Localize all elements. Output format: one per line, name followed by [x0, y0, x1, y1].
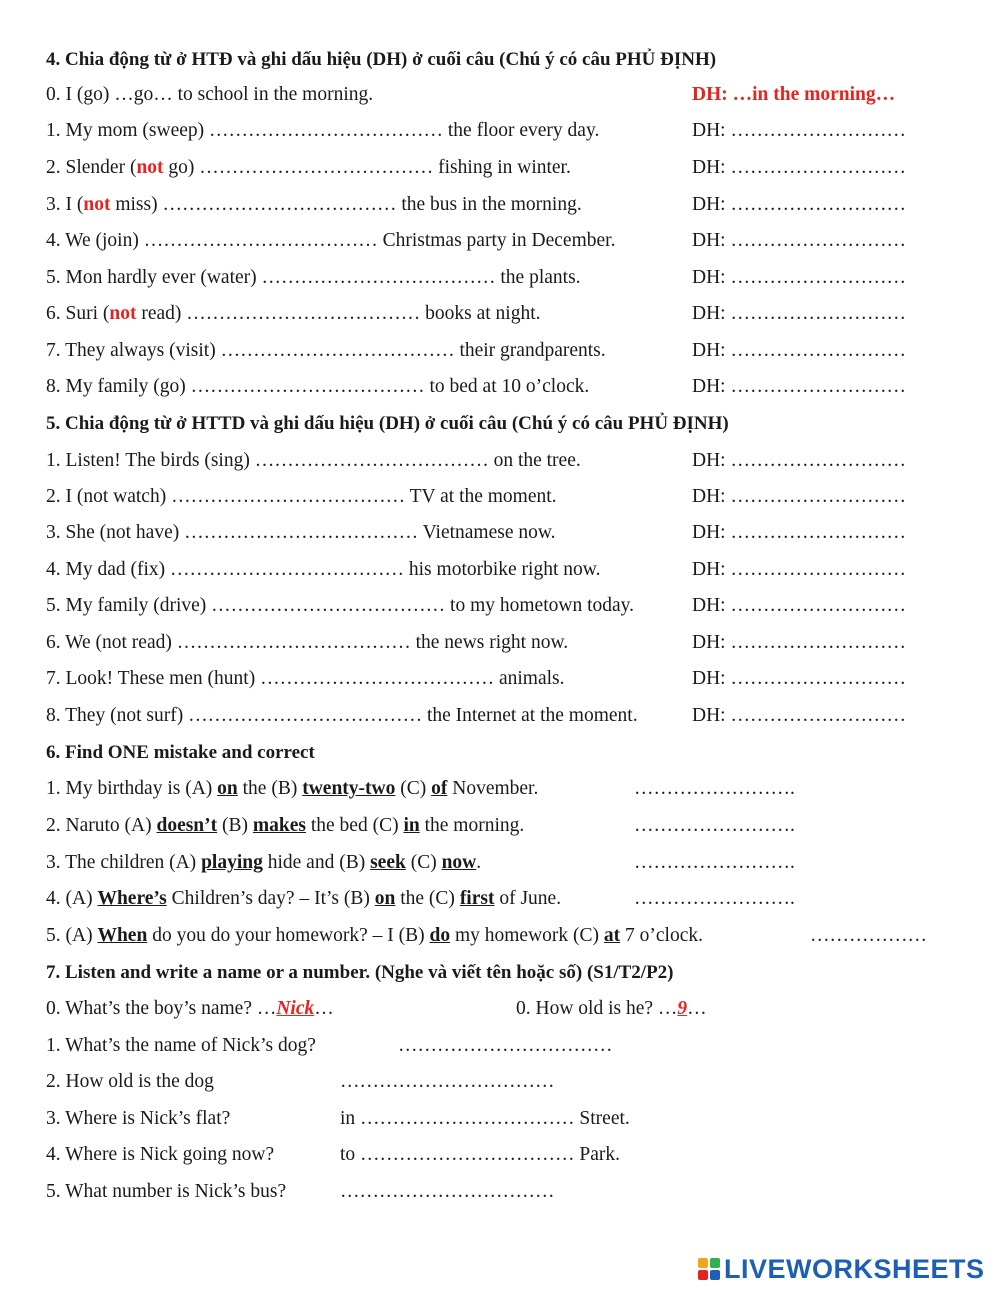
example-answer: 9	[677, 998, 688, 1019]
sec5-q7-dh[interactable]: DH: ………………………	[692, 668, 906, 689]
section-4-title: 4. Chia động từ ở HTĐ và ghi dấu hiệu (DH) ở cuối câu (Chú ý có câu PHỦ ĐỊNH)	[46, 49, 717, 70]
sec5-q8: 8. They (not surf) ……………………………… the Internet at the moment.	[46, 705, 638, 726]
sec4-q8-dh[interactable]: DH: ………………………	[692, 376, 906, 397]
example-answer: Nick	[276, 998, 315, 1019]
sec7-example-age: 0. How old is he? …9…	[516, 998, 707, 1019]
sec4-q3-dh[interactable]: DH: ………………………	[692, 194, 906, 215]
sec4-q2-dh[interactable]: DH: ………………………	[692, 157, 906, 178]
sec4-q8: 8. My family (go) ……………………………… to bed at 10 o’clock.	[46, 376, 590, 397]
sec4-example-dh: DH: …in the morning…	[692, 84, 896, 105]
logo-text: LIVEWORKSHEETS	[724, 1253, 985, 1284]
sec6-q5: 5. (A) When do you do your homework? – I (B) do my homework (C) at 7 o’clock.	[46, 925, 704, 946]
option-b: makes	[252, 815, 306, 836]
logo-icon	[698, 1258, 720, 1280]
sec4-q7: 7. They always (visit) ……………………………… their grandparents.	[46, 340, 606, 361]
option-b: twenty-two	[302, 778, 396, 799]
sec7-q2: 2. How old is the dog	[46, 1071, 214, 1092]
option-a: Where’s	[97, 888, 167, 909]
option-a: doesn’t	[156, 815, 218, 836]
sec7-q1-answer[interactable]: ……………………………	[398, 1035, 613, 1056]
sec6-q3-answer[interactable]: …………………….	[634, 852, 795, 873]
option-a: on	[217, 778, 238, 799]
section-5-title: 5. Chia động từ ở HTTD và ghi dấu hiệu (DH) ở cuối câu (Chú ý có câu PHỦ ĐỊNH)	[46, 413, 729, 434]
sec7-q1: 1. What’s the name of Nick’s dog?	[46, 1035, 316, 1056]
sec6-q4: 4. (A) Where’s Children’s day? – It’s (B) on the (C) first of June.	[46, 888, 562, 909]
negation-word: not	[136, 157, 164, 178]
sec6-q1-answer[interactable]: …………………….	[634, 778, 795, 799]
sec5-q3-dh[interactable]: DH: ………………………	[692, 522, 906, 543]
sec4-q5: 5. Mon hardly ever (water) ……………………………… the plants.	[46, 267, 581, 288]
sec6-q2: 2. Naruto (A) doesn’t (B) makes the bed (C) in the morning.	[46, 815, 525, 836]
option-c: at	[603, 925, 621, 946]
negation-word: not	[83, 194, 111, 215]
sec5-q5-dh[interactable]: DH: ………………………	[692, 595, 906, 616]
option-c: of	[431, 778, 448, 799]
sec4-q4-dh[interactable]: DH: ………………………	[692, 230, 906, 251]
option-c: now	[441, 852, 477, 873]
sec5-q4-dh[interactable]: DH: ………………………	[692, 559, 906, 580]
sec4-q4: 4. We (join) ……………………………… Christmas party in December.	[46, 230, 616, 251]
sec5-q5: 5. My family (drive) ……………………………… to my hometown today.	[46, 595, 635, 616]
sec6-q5-answer[interactable]: ………………	[810, 925, 927, 946]
sec5-q6: 6. We (not read) ……………………………… the news right now.	[46, 632, 569, 653]
sec4-q6: 6. Suri (not read) ……………………………… books at night.	[46, 303, 541, 324]
sec4-q3: 3. I (not miss) ……………………………… the bus in the morning.	[46, 194, 582, 215]
sec4-q7-dh[interactable]: DH: ………………………	[692, 340, 906, 361]
sec6-q4-answer[interactable]: …………………….	[634, 888, 795, 909]
section-7-title: 7. Listen and write a name or a number. (Nghe và viết tên hoặc số) (S1/T2/P2)	[46, 962, 674, 983]
option-b: do	[429, 925, 451, 946]
sec4-q2: 2. Slender (not go) ……………………………… fishing in winter.	[46, 157, 571, 178]
sec5-q4: 4. My dad (fix) ……………………………… his motorbike right now.	[46, 559, 601, 580]
sec4-q1-dh[interactable]: DH: ………………………	[692, 120, 906, 141]
sec5-q2-dh[interactable]: DH: ………………………	[692, 486, 906, 507]
sec5-q2: 2. I (not watch) ……………………………… TV at the moment.	[46, 486, 557, 507]
sec7-q4: 4. Where is Nick going now?	[46, 1144, 275, 1165]
section-6-title: 6. Find ONE mistake and correct	[46, 742, 315, 763]
negation-word: not	[109, 303, 137, 324]
sec7-q4-answer[interactable]: to …………………………… Park.	[340, 1144, 621, 1165]
sec4-q6-dh[interactable]: DH: ………………………	[692, 303, 906, 324]
option-c: in	[403, 815, 420, 836]
sec6-q3: 3. The children (A) playing hide and (B) seek (C) now.	[46, 852, 482, 873]
sec4-q5-dh[interactable]: DH: ………………………	[692, 267, 906, 288]
sec5-q3: 3. She (not have) ……………………………… Vietnamese now.	[46, 522, 556, 543]
option-b: seek	[370, 852, 406, 873]
sec5-q1-dh[interactable]: DH: ………………………	[692, 450, 906, 471]
sec7-q5: 5. What number is Nick’s bus?	[46, 1181, 287, 1202]
sec7-q2-answer[interactable]: ……………………………	[340, 1071, 555, 1092]
sec7-q3: 3. Where is Nick’s flat?	[46, 1108, 231, 1129]
option-a: playing	[201, 852, 263, 873]
sec6-q1: 1. My birthday is (A) on the (B) twenty-two (C) of November.	[46, 778, 539, 799]
option-c: first	[459, 888, 495, 909]
sec6-q2-answer[interactable]: …………………….	[634, 815, 795, 836]
sec5-q7: 7. Look! These men (hunt) ……………………………… animals.	[46, 668, 565, 689]
sec7-q5-answer[interactable]: ……………………………	[340, 1181, 555, 1202]
sec4-q1: 1. My mom (sweep) ……………………………… the floor every day.	[46, 120, 600, 141]
sec4-example: 0. I (go) …go… to school in the morning.	[46, 84, 374, 105]
sec5-q8-dh[interactable]: DH: ………………………	[692, 705, 906, 726]
option-b: on	[374, 888, 396, 909]
sec7-q3-answer[interactable]: in …………………………… Street.	[340, 1108, 630, 1129]
sec5-q1: 1. Listen! The birds (sing) ……………………………… on the tree.	[46, 450, 581, 471]
liveworksheets-logo[interactable]	[698, 1254, 985, 1284]
sec5-q6-dh[interactable]: DH: ………………………	[692, 632, 906, 653]
option-a: When	[97, 925, 148, 946]
sec7-example-name: 0. What’s the boy’s name? …Nick…	[46, 998, 334, 1019]
